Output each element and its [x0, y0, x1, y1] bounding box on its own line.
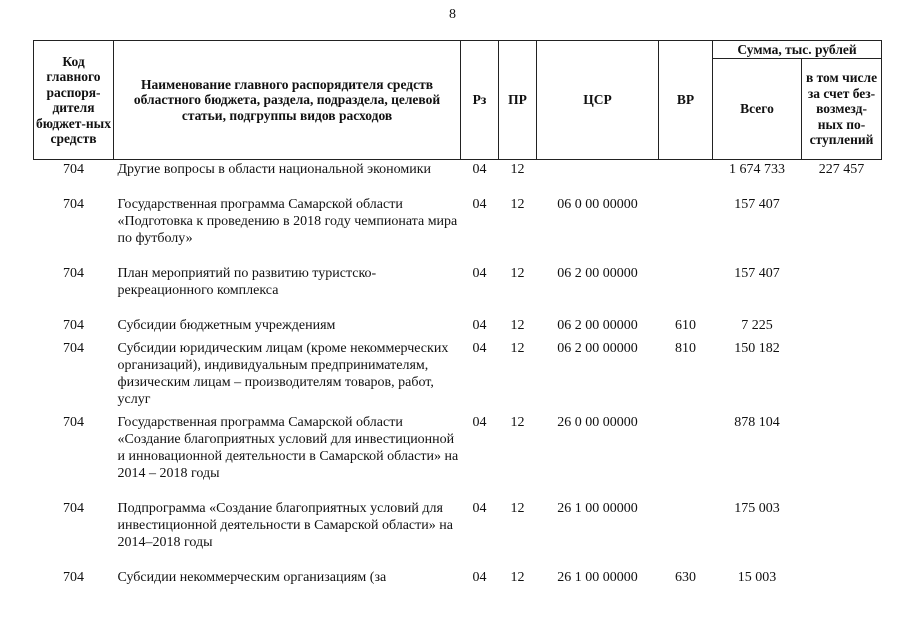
- table-header-row: [34, 41, 882, 59]
- row-rz: 04: [472, 570, 487, 585]
- row-pr: 12: [510, 501, 525, 516]
- row-free: [802, 340, 882, 414]
- row-free: [802, 196, 882, 265]
- header-pr: ПР: [499, 41, 537, 160]
- header-csr: ЦСР: [537, 41, 659, 160]
- row-pr: 12: [510, 341, 525, 356]
- row-rz: 04: [472, 501, 487, 516]
- row-csr: [537, 160, 659, 197]
- row-csr: 06 2 00 00000: [557, 341, 638, 356]
- row-name: Субсидии юридическим лицам (кроме некоммерческих организаций), индивидуальным предпринимателям, физическим лицам – производителям товаров, работ, услуг: [117, 341, 449, 407]
- table-row: [34, 265, 882, 317]
- row-pr: 12: [510, 266, 525, 281]
- row-pr: 12: [510, 570, 525, 585]
- row-rz: 04: [472, 341, 487, 356]
- row-code: 704: [63, 162, 84, 177]
- row-vr: [659, 196, 713, 265]
- row-name: Государственная программа Самарской области «Подготовка к проведению в 2018 году чемпионата мира по футболу»: [117, 197, 458, 246]
- header-code: Код главного распоря-дителя бюджет-ных средств: [34, 41, 114, 160]
- row-code: 704: [63, 266, 84, 281]
- row-pr: 12: [510, 415, 525, 430]
- row-free: [802, 569, 882, 604]
- row-pr: 12: [510, 197, 525, 212]
- table-body: [34, 160, 882, 605]
- row-pr: 12: [510, 162, 525, 177]
- row-csr: 06 2 00 00000: [557, 266, 638, 281]
- row-code: 704: [63, 318, 84, 333]
- table-row: [34, 414, 882, 500]
- row-total: 7 225: [741, 318, 773, 333]
- row-csr: 06 0 00 00000: [557, 197, 638, 212]
- row-rz: 04: [472, 415, 487, 430]
- row-code: 704: [63, 501, 84, 516]
- row-name: Государственная программа Самарской области «Создание благоприятных условий для инвестиционной и инновационной деятельности в Самарской области» на 2014 – 2018 годы: [117, 415, 459, 481]
- budget-table: [33, 40, 882, 604]
- table-row: [34, 317, 882, 340]
- row-free: [802, 414, 882, 500]
- row-rz: 04: [472, 197, 487, 212]
- row-name: Субсидии бюджетным учреждениям: [117, 318, 336, 333]
- row-csr: 26 0 00 00000: [557, 415, 638, 430]
- row-free: [802, 317, 882, 340]
- row-total: 150 182: [734, 341, 780, 356]
- row-rz: 04: [472, 162, 487, 177]
- row-total: 15 003: [737, 570, 777, 585]
- row-total: 878 104: [734, 415, 780, 430]
- header-name: Наименование главного распорядителя средств областного бюджета, раздела, подраздела, целевой статьи, подгруппы видов расходов: [114, 41, 461, 160]
- table-row: [34, 500, 882, 569]
- row-vr: 630: [675, 570, 696, 585]
- row-total: 157 407: [734, 197, 780, 212]
- header-total: Всего: [713, 59, 802, 160]
- row-csr: 06 2 00 00000: [557, 318, 638, 333]
- table-row: [34, 196, 882, 265]
- row-code: 704: [63, 415, 84, 430]
- page-number: 8: [449, 7, 456, 22]
- row-free: 227 457: [818, 162, 865, 177]
- header-free: в том числе за счет без-возмезд-ных по-ступлений: [802, 59, 882, 160]
- row-name: Подпрограмма «Создание благоприятных условий для инвестиционной деятельности в Самарской области» на 2014–2018 годы: [117, 501, 453, 550]
- row-csr: 26 1 00 00000: [557, 501, 638, 516]
- row-total: 157 407: [734, 266, 780, 281]
- row-total: 175 003: [734, 501, 780, 516]
- row-vr: [659, 500, 713, 569]
- table-row: [34, 340, 882, 414]
- row-rz: 04: [472, 318, 487, 333]
- row-csr: 26 1 00 00000: [557, 570, 638, 585]
- row-total: 1 674 733: [729, 162, 785, 177]
- header-rz: Рз: [461, 41, 499, 160]
- row-vr: [659, 414, 713, 500]
- row-vr: 810: [675, 341, 696, 356]
- table-row: [34, 160, 882, 197]
- row-vr: [659, 265, 713, 317]
- row-vr: 610: [675, 318, 696, 333]
- row-name: Другие вопросы в области национальной экономики: [117, 162, 432, 177]
- header-vr: ВР: [659, 41, 713, 160]
- row-rz: 04: [472, 266, 487, 281]
- row-name: План мероприятий по развитию туристско-рекреационного комплекса: [117, 266, 377, 298]
- row-code: 704: [63, 341, 84, 356]
- row-free: [802, 265, 882, 317]
- row-name: Субсидии некоммерческим организациям (за: [117, 570, 387, 585]
- row-free: [802, 500, 882, 569]
- row-vr: [659, 160, 713, 197]
- table-row: [34, 569, 882, 604]
- header-sum: Сумма, тыс. рублей: [713, 41, 882, 59]
- row-code: 704: [63, 197, 84, 212]
- row-code: 704: [63, 570, 84, 585]
- row-pr: 12: [510, 318, 525, 333]
